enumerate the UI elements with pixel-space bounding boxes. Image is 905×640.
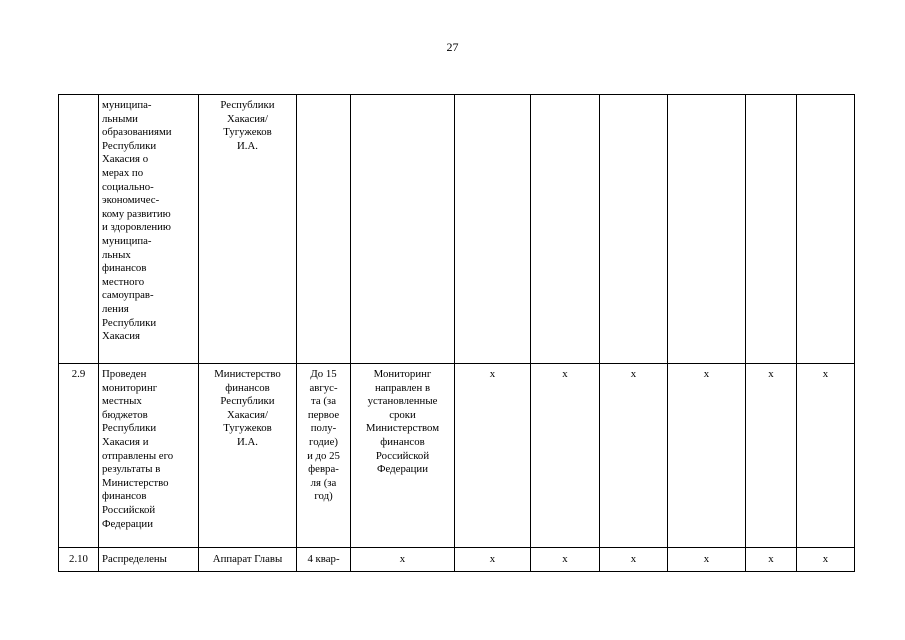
indicator-cell: x: [531, 364, 600, 548]
activity-name: Распределены: [99, 548, 199, 572]
expected-result: x: [351, 548, 455, 572]
indicator-cell: x: [531, 548, 600, 572]
expected-result: [351, 95, 455, 364]
executor: Аппарат Главы: [199, 548, 297, 572]
indicator-cell: [531, 95, 600, 364]
indicator-cell: x: [746, 548, 797, 572]
table-row: [59, 364, 855, 548]
indicator-cell: [797, 95, 855, 364]
indicator-cell: [746, 95, 797, 364]
row-number: 2.10: [59, 548, 99, 572]
page-number: 27: [446, 40, 459, 54]
indicator-cell: [600, 95, 668, 364]
plan-table: [58, 94, 855, 572]
executor: Министерство финансов Республики Хакасия/ Тугужеков И.А.: [199, 364, 297, 548]
row-number: 2.9: [59, 364, 99, 548]
deadline: 4 квар-: [297, 548, 351, 572]
table-row: [59, 95, 855, 364]
indicator-cell: x: [600, 364, 668, 548]
deadline: [297, 95, 351, 364]
activity-name: Проведен мониторинг местных бюджетов Республики Хакасия и отправлены его результаты в Министерство финансов Российской Федерации: [99, 364, 199, 548]
executor: Республики Хакасия/ Тугужеков И.А.: [199, 95, 297, 364]
indicator-cell: [455, 95, 531, 364]
indicator-cell: x: [797, 548, 855, 572]
indicator-cell: x: [600, 548, 668, 572]
indicator-cell: x: [797, 364, 855, 548]
indicator-cell: x: [455, 548, 531, 572]
activity-name: муниципа- льными образованиями Республики Хакасия о мерах по социально- экономичес- кому развитию и здоровлению муниципа- льных финансов местного самоуправ- ления Республики Хакасия: [99, 95, 199, 364]
indicator-cell: x: [668, 364, 746, 548]
indicator-cell: [668, 95, 746, 364]
deadline: До 15 авгус- та (за первое полу- годие) и до 25 февра- ля (за год): [297, 364, 351, 548]
indicator-cell: x: [668, 548, 746, 572]
table-row: [59, 548, 855, 572]
row-number: [59, 95, 99, 364]
indicator-cell: x: [746, 364, 797, 548]
indicator-cell: x: [455, 364, 531, 548]
expected-result: Мониторинг направлен в установленные сроки Министерством финансов Российской Федерации: [351, 364, 455, 548]
